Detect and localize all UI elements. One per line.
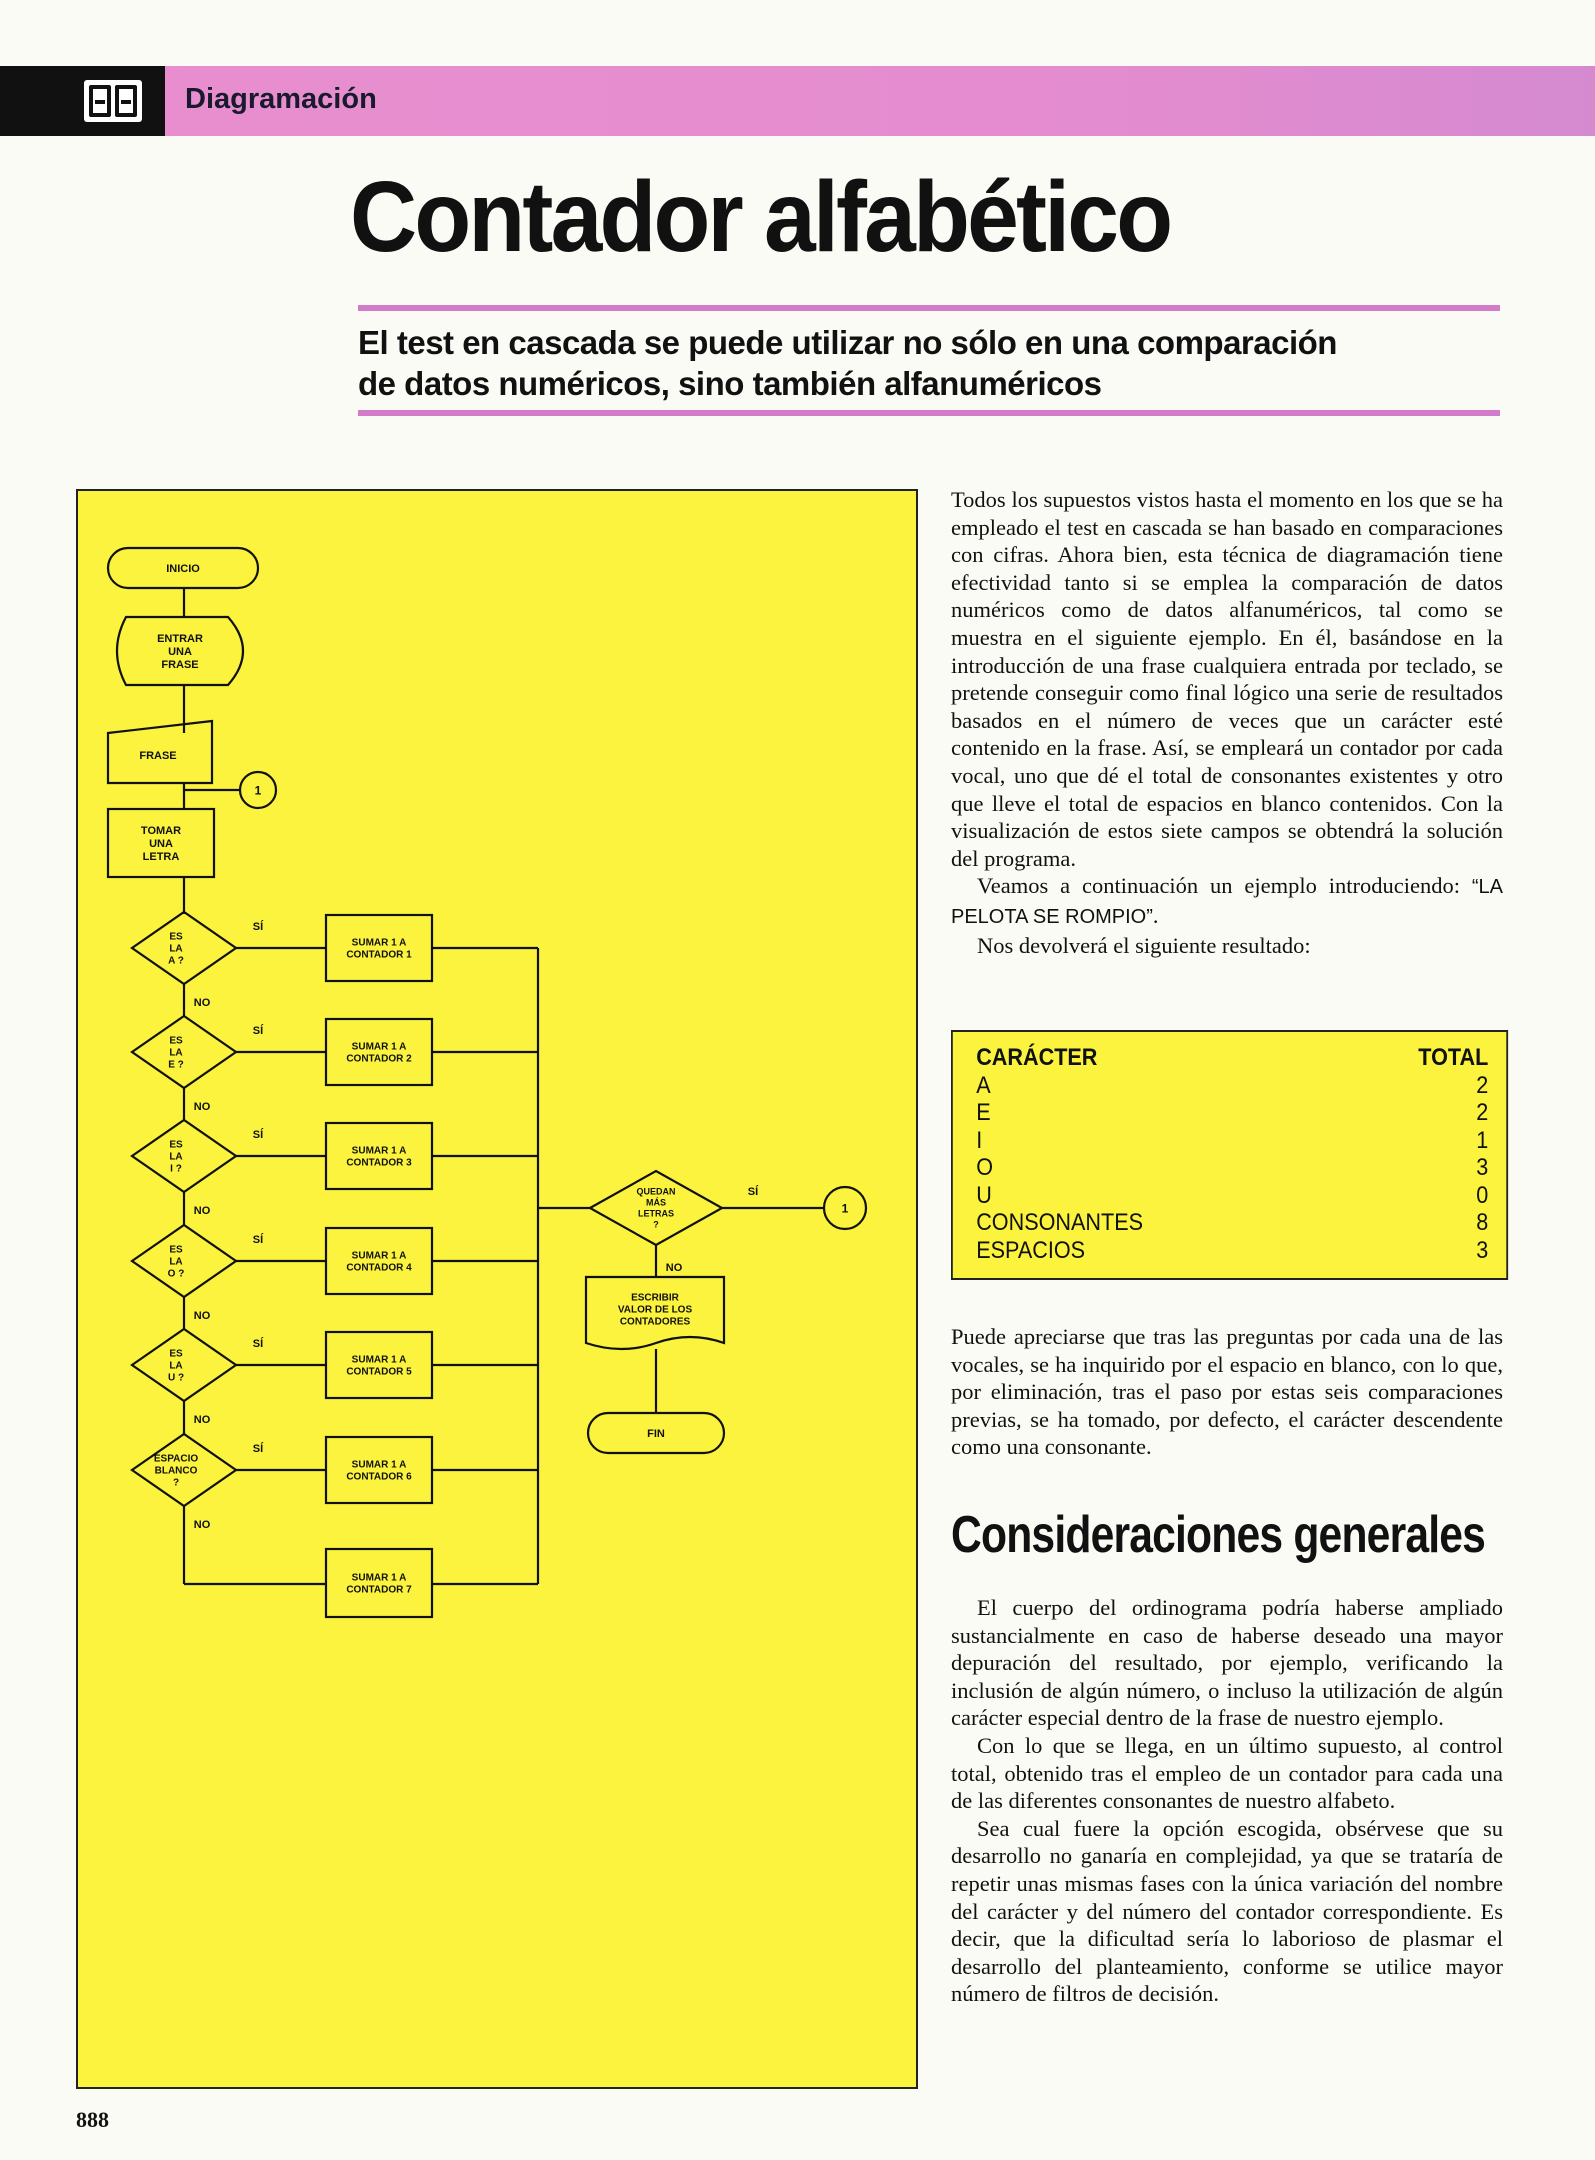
- decision-label: A ?: [168, 955, 184, 967]
- result-table: [951, 1030, 1508, 1280]
- flowchart-panel: [76, 489, 918, 2089]
- decision-diamond: [132, 1225, 236, 1297]
- table-cell-total: 3: [1476, 1154, 1489, 1181]
- table-cell-total: 2: [1476, 1099, 1489, 1126]
- considerations-text: [951, 1594, 1503, 2008]
- connector-label: 1: [841, 1201, 849, 1216]
- table-cell-total: 2: [1476, 1071, 1489, 1099]
- connector-label: 1: [254, 783, 262, 798]
- input-label: ENTRAR: [157, 632, 203, 645]
- take-letter-label: LETRA: [142, 850, 180, 863]
- decision-label: O ?: [167, 1268, 185, 1280]
- decision-diamond: [132, 1016, 236, 1088]
- table-header-total: TOTAL: [1418, 1044, 1489, 1071]
- counter-label: CONTADOR 4: [346, 1262, 412, 1274]
- counter-label: CONTADOR 5: [346, 1366, 412, 1378]
- more-letters-label: ?: [653, 1219, 659, 1230]
- no-label: NO: [193, 1413, 211, 1426]
- data-label: FRASE: [139, 749, 177, 762]
- decision-label: LA: [169, 943, 183, 955]
- table-cell-total: 1: [1476, 1126, 1489, 1154]
- table-cell-total: 3: [1476, 1236, 1489, 1264]
- decision-diamond: [132, 1120, 236, 1192]
- paragraph-text: Veamos a continuación un ejemplo introduciendo:: [977, 873, 1472, 899]
- counter-label: CONTADOR 1: [346, 949, 412, 961]
- flowchart-diagram: [78, 491, 920, 2091]
- paragraph: Con lo que se llega, en un último supuesto, al control total, obtenido tras el empleo de un contador para cada una de las diferentes consonantes de nuestro alfabeto.: [951, 1732, 1503, 1814]
- take-letter-label: UNA: [149, 837, 173, 850]
- decision-label: ES: [169, 1139, 183, 1151]
- yes-label: SÍ: [252, 1442, 264, 1455]
- no-label: NO: [193, 1100, 211, 1113]
- section-label: Diagramación: [185, 83, 377, 115]
- yes-label: SÍ: [252, 1337, 264, 1350]
- counter-label: SUMAR 1 A: [351, 1041, 407, 1053]
- table-header-caracter: CARÁCTER: [976, 1044, 1098, 1071]
- table-body: [976, 1072, 1488, 1265]
- decision-label: E ?: [168, 1059, 184, 1071]
- page-title: Contador alfabético: [350, 161, 1171, 273]
- counter-label: SUMAR 1 A: [351, 1459, 407, 1471]
- write-label: VALOR DE LOS: [617, 1304, 693, 1316]
- table-row: [976, 1072, 1488, 1100]
- decision-label: ES: [169, 931, 183, 943]
- subtitle-line: El test en cascada se puede utilizar no sólo en una comparación: [358, 324, 1337, 361]
- write-label: CONTADORES: [619, 1316, 691, 1328]
- counter-label: SUMAR 1 A: [351, 1145, 407, 1157]
- write-label: ESCRIBIR: [631, 1292, 679, 1304]
- decision-label: LA: [169, 1360, 183, 1372]
- no-label: NO: [193, 1309, 211, 1322]
- table-row: [976, 1127, 1488, 1155]
- table-cell-caracter: I: [976, 1126, 983, 1154]
- title-rule-bottom: [358, 410, 1500, 416]
- yes-label: SÍ: [252, 1128, 264, 1141]
- decision-label: LA: [169, 1047, 183, 1059]
- decision-label: ?: [172, 1477, 180, 1489]
- yes-label: SÍ: [252, 1233, 264, 1246]
- table-cell-caracter: U: [976, 1181, 992, 1209]
- table-cell-caracter: A: [976, 1071, 991, 1099]
- decision-label: LA: [169, 1151, 183, 1163]
- decision-label: U ?: [167, 1372, 185, 1384]
- paragraph: [951, 872, 1503, 931]
- input-label: UNA: [168, 645, 192, 658]
- page-number: 888: [76, 2107, 109, 2132]
- table-row: [976, 1209, 1488, 1237]
- decision-label: LA: [169, 1256, 183, 1268]
- counter-label: SUMAR 1 A: [351, 1572, 407, 1584]
- table-row: [976, 1154, 1488, 1182]
- yes-label: SÍ: [252, 920, 264, 933]
- table-row: [976, 1099, 1488, 1127]
- counter-label: CONTADOR 3: [346, 1157, 412, 1169]
- more-letters-label: QUEDAN: [636, 1186, 676, 1197]
- subtitle: [358, 322, 1500, 404]
- section-heading: Consideraciones generales: [951, 1506, 1486, 1564]
- title-rule-top: [358, 305, 1500, 311]
- decision-label: ESPACIO: [153, 1453, 199, 1465]
- take-letter-label: TOMAR: [140, 824, 182, 837]
- yes-label: SÍ: [252, 1024, 264, 1037]
- start-label: INICIO: [166, 562, 200, 575]
- table-row: [976, 1182, 1488, 1210]
- table-header: [976, 1044, 1488, 1072]
- table-cell-caracter: E: [976, 1099, 991, 1126]
- counter-label: SUMAR 1 A: [351, 937, 407, 949]
- decision-label: ES: [169, 1348, 183, 1360]
- no-label: NO: [193, 1518, 211, 1531]
- yes-label: SÍ: [747, 1185, 759, 1198]
- table-cell-caracter: CONSONANTES: [976, 1209, 1144, 1236]
- decision-diamond: [132, 912, 236, 984]
- end-label: FIN: [647, 1427, 665, 1440]
- paragraph: Puede apreciarse que tras las preguntas por cada una de las vocales, se ha inquirido por el espacio en blanco, con lo que, por eliminación, tras el paso por estas seis comparaciones previas, se ha tomado, por defecto, el carácter descendente como una consonante.: [951, 1324, 1503, 1460]
- table-cell-caracter: O: [976, 1154, 994, 1181]
- decision-label: ES: [169, 1035, 183, 1047]
- subtitle-line: de datos numéricos, sino también alfanuméricos: [358, 365, 1102, 402]
- paragraph: El cuerpo del ordinograma podría haberse ampliado sustancialmente en caso de haberse deseado una mayor depuración del resultado, por ejemplo, verificando la inclusión de algún número, o incluso la utilización de algún carácter especial dentro de la frase de nuestro ejemplo.: [951, 1595, 1503, 1731]
- counter-label: CONTADOR 2: [346, 1053, 412, 1065]
- example-phrase: “LA PELOTA SE ROMPIO”: [951, 876, 1503, 928]
- analysis-text: [951, 1323, 1503, 1461]
- table-cell-caracter: ESPACIOS: [976, 1236, 1086, 1264]
- counter-label: SUMAR 1 A: [351, 1250, 407, 1262]
- more-letters-label: MÁS: [646, 1197, 666, 1208]
- table-row: [976, 1237, 1488, 1265]
- paragraph: Sea cual fuere la opción escogida, obsérvese que su desarrollo no ganaría en complejidad, ya que se trataría de repetir unas mismas fases con la única variación del nombre del carácter y del número del contador correspondiente. Es decir, que la dificultad sería lo laborioso de plasmar el desarrollo del planteamiento, conforme se utilice mayor número de filtros de decisión.: [951, 1815, 1503, 2007]
- decision-diamond: [132, 1329, 236, 1401]
- decision-label: ES: [169, 1244, 183, 1256]
- input-label: FRASE: [161, 658, 199, 671]
- table-cell-total: 8: [1476, 1209, 1489, 1236]
- counter-label: CONTADOR 7: [346, 1584, 412, 1596]
- no-label: NO: [193, 1204, 211, 1217]
- paragraph: Nos devolverá el siguiente resultado:: [977, 932, 1311, 958]
- intro-text: [951, 486, 1503, 959]
- decision-label: BLANCO: [154, 1465, 198, 1477]
- paragraph: Todos los supuestos vistos hasta el momento en los que se ha empleado el test en cascada se han basado en comparaciones con cifras. Ahora bien, esta técnica de diagramación tiene efectividad tanto si se emplea la comparación de datos numéricos como de datos alfanuméricos, tal como se muestra en el siguiente ejemplo. En él, basándose en la introducción de una frase cualquiera entrada por teclado, se pretende conseguir como final lógico una serie de resultados basados en el número de veces que un carácter esté contenido en la frase. Así, se empleará un contador por cada vocal, uno que dé el total de consonantes existentes y otro que lleve el total de espacios en blanco contenidos. Con la visualización de estos siete campos se obtendrá la solución del programa.: [951, 487, 1503, 871]
- table-cell-total: 0: [1476, 1181, 1489, 1209]
- paragraph-text: .: [1152, 902, 1159, 928]
- no-label: NO: [193, 996, 211, 1009]
- counter-label: SUMAR 1 A: [351, 1354, 407, 1366]
- counter-label: CONTADOR 6: [346, 1471, 412, 1483]
- more-letters-label: LETRAS: [638, 1208, 674, 1219]
- decision-label: I ?: [170, 1163, 182, 1175]
- series-logo-icon: [84, 80, 142, 122]
- no-label: NO: [665, 1261, 683, 1274]
